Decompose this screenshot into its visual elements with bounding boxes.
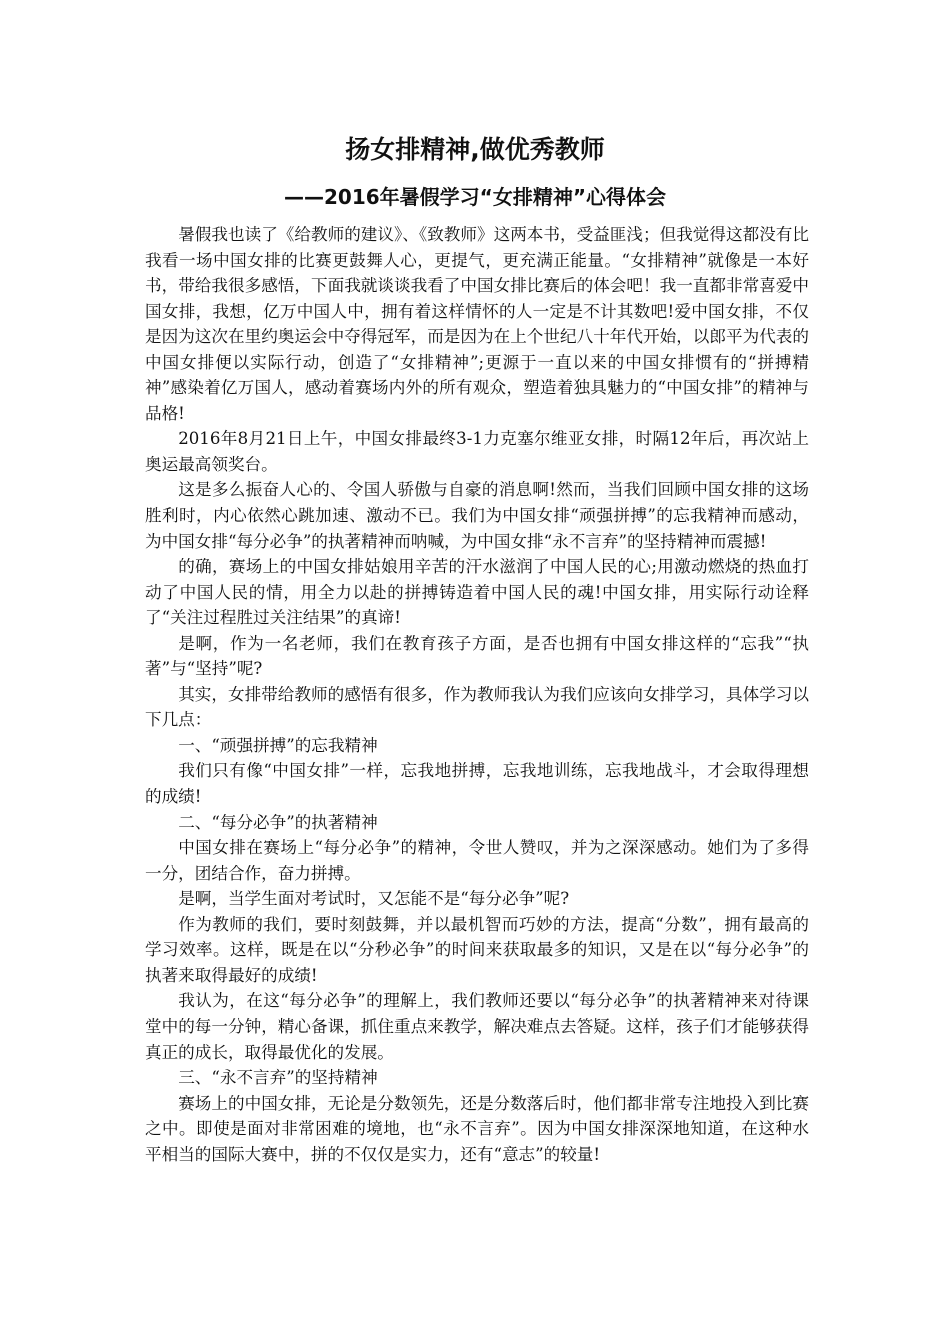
paragraph: 的确，赛场上的中国女排姑娘用辛苦的汗水滋润了中国人民的心;用激动燃烧的热血打动了中国人民的情，用全力以赴的拼搏铸造着中国人民的魂!中国女排，用实际行动诠释了“关注过程胜过关注结果”的真谛!: [145, 557, 809, 628]
section-heading: 三、“永不言弃”的坚持精神: [178, 1068, 378, 1088]
paragraph: 2016年8月21日上午，中国女排最终3-1力克塞尔维亚女排，时隔12年后，再次站上奥运最高领奖台。: [145, 429, 809, 474]
paragraph: 中国女排在赛场上“每分必争”的精神，令世人赞叹，并为之深深感动。她们为了多得一分，团结合作，奋力拼搏。: [145, 838, 809, 883]
paragraph: 这是多么振奋人心的、令国人骄傲与自豪的消息啊!然而，当我们回顾中国女排的这场胜利时，内心依然心跳加速、激动不已。我们为中国女排“顽强拼搏”的忘我精神而感动，为中国女排“每分必争”的执著精神而呐喊，为中国女排“永不言弃”的坚持精神而震撼!: [145, 480, 809, 551]
document-subtitle: ——2016年暑假学习“女排精神”心得体会: [284, 185, 666, 209]
paragraph: 是啊，作为一名老师，我们在教育孩子方面，是否也拥有中国女排这样的“忘我”“执著”与“坚持”呢?: [145, 633, 809, 679]
paragraph: 我们只有像“中国女排”一样，忘我地拼搏，忘我地训练，忘我地战斗，才会取得理想的成绩!: [145, 761, 809, 807]
paragraph: 我认为，在这“每分必争”的理解上，我们教师还要以“每分必争”的执著精神来对待课堂中的每一分钟，精心备课，抓住重点来教学，解决难点去答疑。这样，孩子们才能够获得真正的成长，取得最优化的发展。: [145, 991, 809, 1062]
paragraph: 是啊，当学生面对考试时，又怎能不是“每分必争”呢?: [178, 889, 570, 909]
section-heading: 一、“顽强拼搏”的忘我精神: [178, 735, 378, 755]
document-body: [145, 222, 809, 1167]
document-title: 扬女排精神,做优秀教师: [345, 135, 605, 164]
paragraph: 赛场上的中国女排，无论是分数领先，还是分数落后时，他们都非常专注地投入到比赛之中。即使是面对非常困难的境地，也“永不言弃”。因为中国女排深深地知道，在这种水平相当的国际大赛中，拼的不仅仅是实力，还有“意志”的较量!: [145, 1093, 809, 1164]
paragraph: 作为教师的我们，要时刻鼓舞，并以最机智而巧妙的方法，提高“分数”，拥有最高的学习效率。这样，既是在以“分秒必争”的时间来获取最多的知识，又是在以“每分必争”的执著来取得最好的成绩!: [145, 914, 809, 985]
section-heading: 二、“每分必争”的执著精神: [178, 812, 378, 832]
paragraph: 其实，女排带给教师的感悟有很多，作为教师我认为我们应该向女排学习，具体学习以下几点：: [145, 684, 809, 730]
paragraph: 暑假我也读了《给教师的建议》、《致教师》这两本书，受益匪浅；但我觉得这都没有比我看一场中国女排的比赛更鼓舞人心，更提气，更充满正能量。“女排精神”就像是一本好书，带给我很多感悟，下面我就谈谈我看了中国女排比赛后的体会吧！我一直都非常喜爱中国女排，我想，亿万中国人中，拥有着这样情怀的人一定是不计其数吧!爱中国女排，不仅是因为这次在里约奥运会中夺得冠军，而是因为在上个世纪八十年代开始，以郎平为代表的中国女排便以实际行动，创造了“女排精神”;更源于一直以来的中国女排惯有的“拼搏精神”感染着亿万国人，感动着赛场内外的所有观众，塑造着独具魅力的“中国女排”的精神与品格!: [145, 225, 809, 423]
